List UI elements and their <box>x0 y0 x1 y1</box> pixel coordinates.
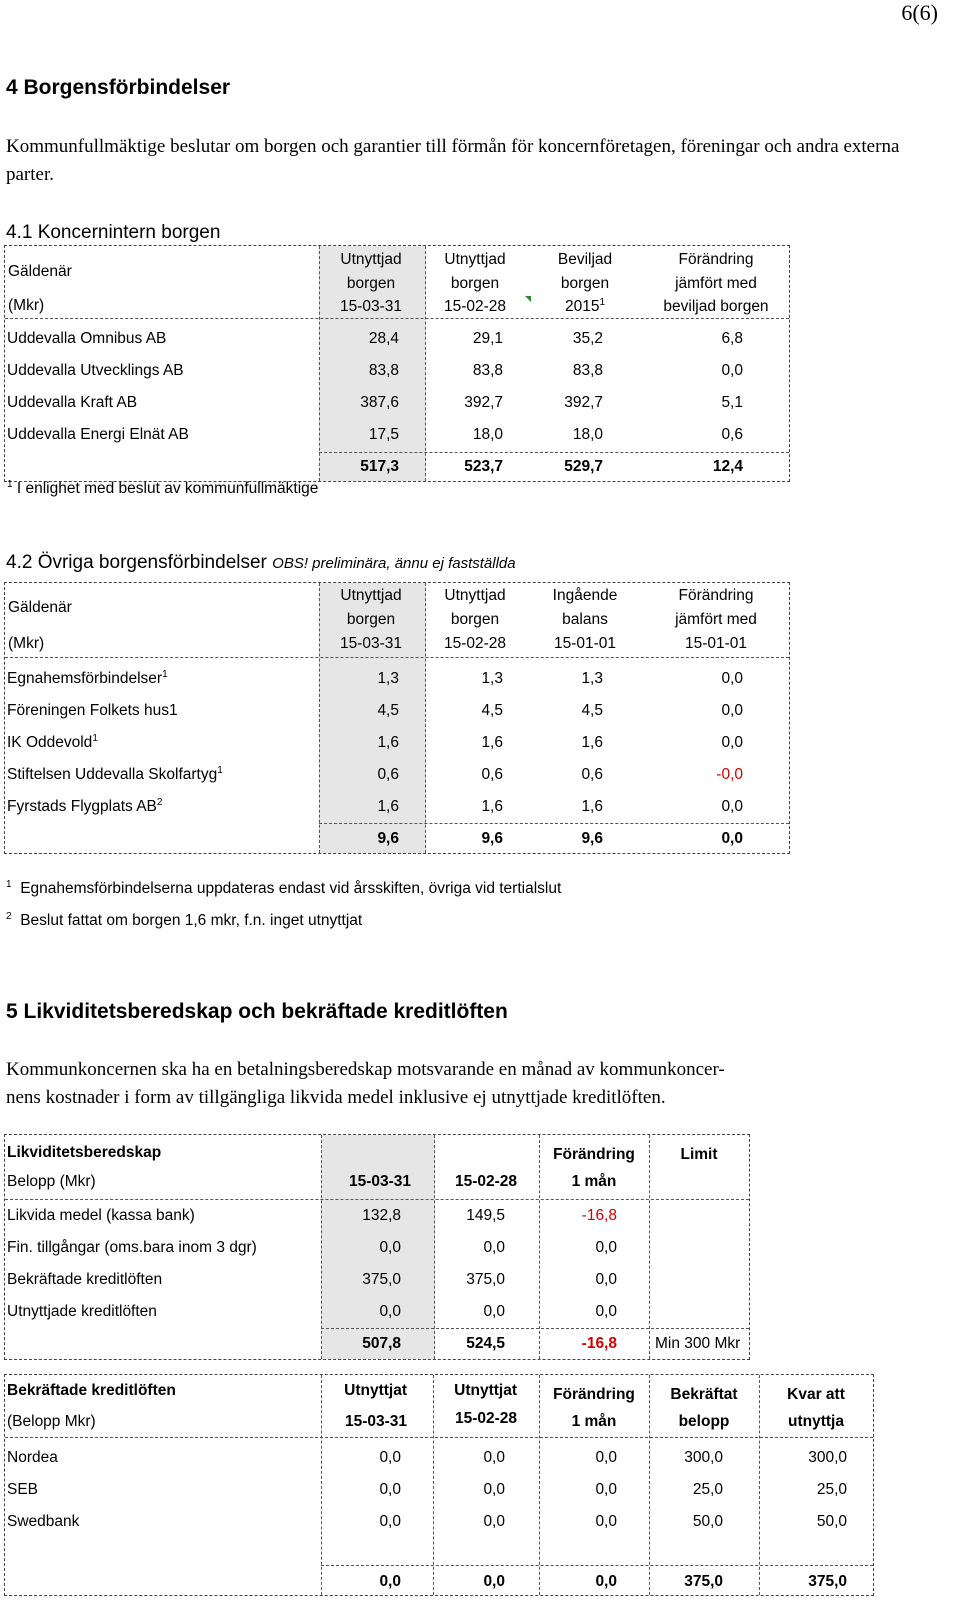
col-utnyttjad-0228-l2: borgen <box>450 275 500 292</box>
row-name: Uddevalla Utvecklings AB <box>7 362 184 379</box>
debtor-label: Gäldenär <box>8 599 72 616</box>
row-value: 4,5 <box>481 702 503 719</box>
row-name: IK Oddevold <box>7 734 93 751</box>
row-value: 0,0 <box>379 1513 401 1530</box>
row-value: 0,0 <box>379 1449 401 1466</box>
total-divider <box>321 1328 749 1329</box>
total-value: 523,7 <box>464 458 503 475</box>
total-value: 0,0 <box>379 1573 401 1590</box>
col-change-l1: Förändring <box>553 1146 635 1163</box>
section-4-heading: 4 Borgensförbindelser <box>6 76 231 99</box>
row-value: 0,0 <box>379 1481 401 1498</box>
row-value: 50,0 <box>816 1513 847 1530</box>
row-value: 375,0 <box>466 1271 505 1288</box>
row-value: 1,3 <box>377 670 399 687</box>
row-value-negative: -0,0 <box>716 766 743 783</box>
row-value: 83,8 <box>368 362 399 379</box>
footnote-number: 1 <box>6 879 12 890</box>
col-utnyttjad-0331-l2: borgen <box>346 275 396 292</box>
col-confirmed-l2: belopp <box>678 1413 730 1430</box>
total-value: 0,0 <box>595 1573 617 1590</box>
row-value: 0,0 <box>721 798 743 815</box>
row-value: 392,7 <box>464 394 503 411</box>
table-4-2-note: OBS! preliminära, ännu ej fastställda <box>272 555 516 572</box>
row-value: 0,0 <box>483 1481 505 1498</box>
row-value: 0,0 <box>595 1271 617 1288</box>
table-credit-lines <box>4 1374 874 1596</box>
row-value: 0,0 <box>483 1303 505 1320</box>
col-utnyttjad-0331-l3: 15-03-31 <box>339 635 403 652</box>
row-value: 5,1 <box>721 394 743 411</box>
row-footnote-ref: 1 <box>92 733 98 744</box>
total-value: 507,8 <box>362 1335 401 1352</box>
credit-title: Bekräftade kreditlöften <box>7 1382 176 1399</box>
table-liquidity <box>4 1134 750 1360</box>
row-value: 0,0 <box>721 362 743 379</box>
col-beviljad-l2: borgen <box>560 275 610 292</box>
row-name: Stiftelsen Uddevalla Skolfartyg <box>7 766 218 783</box>
col-change-l2: 1 mån <box>571 1173 617 1190</box>
table-4-2 <box>4 582 790 854</box>
col-remaining-l2: utnyttja <box>788 1413 844 1430</box>
row-value: 0,6 <box>481 766 503 783</box>
row-name: Swedbank <box>7 1513 80 1530</box>
row-value: 0,0 <box>595 1481 617 1498</box>
row-value: 387,6 <box>360 394 399 411</box>
row-value: 0,0 <box>483 1449 505 1466</box>
liquidity-unit: Belopp (Mkr) <box>7 1173 96 1190</box>
row-value: 1,6 <box>581 734 603 751</box>
row-value: 1,6 <box>481 734 503 751</box>
footnote-text: Egnahemsförbindelserna uppdateras endast vid årsskiften, övriga vid tertialslut <box>20 880 562 897</box>
row-value: 1,3 <box>581 670 603 687</box>
total-value: 375,0 <box>684 1573 723 1590</box>
col-remaining-l1: Kvar att <box>787 1386 845 1403</box>
unit-label: (Mkr) <box>8 297 45 314</box>
total-value: 375,0 <box>808 1573 847 1590</box>
row-value: 0,6 <box>581 766 603 783</box>
row-value: 18,0 <box>472 426 503 443</box>
row-footnote-ref: 1 <box>162 669 168 680</box>
footnote-text: Beslut fattat om borgen 1,6 mkr, f.n. inget utnyttjat <box>20 912 363 929</box>
row-name: Utnyttjade kreditlöften <box>7 1303 157 1320</box>
row-name: Uddevalla Energi Elnät AB <box>7 426 189 443</box>
col-utnyttjad-0331-l2: borgen <box>346 611 396 628</box>
liquidity-title: Likviditetsberedskap <box>7 1144 162 1161</box>
col-used-0228-l1: Utnyttjat <box>454 1382 517 1399</box>
total-value: 517,3 <box>360 458 399 475</box>
row-value: 50,0 <box>692 1513 723 1530</box>
row-value: 0,0 <box>721 734 743 751</box>
footnote-number: 2 <box>6 911 12 922</box>
total-value: 12,4 <box>712 458 743 475</box>
row-name: Egnahemsförbindelser <box>7 670 163 687</box>
row-name: Föreningen Folkets hus1 <box>7 702 178 719</box>
row-value: 0,6 <box>721 426 743 443</box>
row-value: 0,0 <box>595 1303 617 1320</box>
footnote-text: I enlighet med beslut av kommunfullmäktige <box>16 480 319 497</box>
row-value: 0,6 <box>377 766 399 783</box>
section-5-line-1: Kommunkoncernen ska ha en betalningsberedskap motsvarande en månad av kommunkoncer- <box>6 1059 725 1080</box>
row-name: Likvida medel (kassa bank) <box>7 1207 195 1224</box>
footnote-number: 1 <box>7 479 13 490</box>
col-beviljad-l3: 2015 <box>564 298 600 315</box>
col-beviljad-footnote-ref: 1 <box>599 297 606 308</box>
header-divider <box>5 1199 749 1200</box>
table-4-2-title: 4.2 Övriga borgensförbindelser <box>6 552 267 573</box>
header-divider <box>5 657 789 658</box>
col-date-0331: 15-03-31 <box>348 1173 411 1190</box>
col-forandring-l1: Förändring <box>678 587 754 604</box>
total-value-negative: -16,8 <box>581 1335 617 1352</box>
col-used-0228-l2: 15-02-28 <box>454 1410 517 1427</box>
total-value: 9,6 <box>377 830 399 847</box>
total-value: 529,7 <box>564 458 603 475</box>
col-utnyttjad-0331-l3: 15-03-31 <box>339 298 403 315</box>
comment-marker <box>525 296 531 302</box>
col-forandring-l1: Förändring <box>678 251 754 268</box>
col-date-0228: 15-02-28 <box>454 1173 517 1190</box>
header-divider <box>5 1437 873 1438</box>
row-value: 25,0 <box>692 1481 723 1498</box>
total-value: 0,0 <box>721 830 743 847</box>
row-value: 4,5 <box>581 702 603 719</box>
col-utnyttjad-0228-l3: 15-02-28 <box>443 635 507 652</box>
row-name: Fin. tillgångar (oms.bara inom 3 dgr) <box>7 1239 257 1256</box>
row-value: 1,6 <box>481 798 503 815</box>
row-value: 83,8 <box>572 362 603 379</box>
col-forandring-l3: 15-01-01 <box>684 635 748 652</box>
row-value: 375,0 <box>362 1271 401 1288</box>
col-used-0331-l2: 15-03-31 <box>344 1413 407 1430</box>
row-value: 0,0 <box>595 1513 617 1530</box>
row-value: 6,8 <box>721 330 743 347</box>
row-value: 1,3 <box>481 670 503 687</box>
total-value: 9,6 <box>581 830 603 847</box>
row-value: 132,8 <box>362 1207 401 1224</box>
row-value: 0,0 <box>721 702 743 719</box>
row-value: 0,0 <box>483 1513 505 1530</box>
row-value-negative: -16,8 <box>581 1207 617 1224</box>
row-value: 392,7 <box>564 394 603 411</box>
row-value: 1,6 <box>377 734 399 751</box>
table-4-1 <box>4 245 790 497</box>
row-value: 18,0 <box>572 426 603 443</box>
col-forandring-l2: jämfört med <box>675 611 757 628</box>
col-utnyttjad-0228-l1: Utnyttjad <box>444 251 506 268</box>
col-utnyttjad-0228-l3: 15-02-28 <box>443 298 507 315</box>
row-name: Fyrstads Flygplats AB <box>7 798 157 815</box>
row-value: 300,0 <box>684 1449 723 1466</box>
row-value: 35,2 <box>572 330 603 347</box>
row-value: 0,0 <box>483 1239 505 1256</box>
row-value: 83,8 <box>472 362 503 379</box>
row-value: 0,0 <box>721 670 743 687</box>
unit-label: (Mkr) <box>8 635 45 652</box>
col-forandring-l2: jämfört med <box>675 275 757 292</box>
page-number: 6(6) <box>901 0 938 25</box>
row-footnote-ref: 1 <box>217 765 223 776</box>
debtor-label: Gäldenär <box>8 263 72 280</box>
section-4-intro: Kommunfullmäktige beslutar om borgen och garantier till förmån för koncernföretagen, föreningar och andra externa parter. <box>6 136 900 185</box>
row-name: Bekräftade kreditlöften <box>7 1271 163 1288</box>
row-name: Uddevalla Kraft AB <box>7 394 138 411</box>
row-name: SEB <box>7 1481 39 1498</box>
col-change-l1: Förändring <box>553 1386 635 1403</box>
row-value: 0,0 <box>595 1239 617 1256</box>
total-divider <box>321 1565 873 1566</box>
row-value: 29,1 <box>472 330 503 347</box>
row-name: Uddevalla Omnibus AB <box>7 330 167 347</box>
col-limit: Limit <box>680 1146 718 1163</box>
col-ingaende-l2: balans <box>562 611 608 628</box>
col-utnyttjad-0228-l2: borgen <box>450 611 500 628</box>
total-value: 0,0 <box>483 1573 505 1590</box>
limit-value: Min 300 Mkr <box>655 1335 741 1352</box>
col-utnyttjad-0331-l1: Utnyttjad <box>340 587 402 604</box>
col-forandring-l3: beviljad borgen <box>663 298 769 315</box>
section-5-heading: 5 Likviditetsberedskap och bekräftade kreditlöften <box>6 1000 508 1023</box>
row-value: 149,5 <box>466 1207 505 1224</box>
credit-unit: (Belopp Mkr) <box>7 1413 96 1430</box>
column-divider <box>649 1135 650 1359</box>
col-utnyttjad-0331-l1: Utnyttjad <box>340 251 402 268</box>
col-ingaende-l1: Ingående <box>552 587 618 604</box>
total-value: 524,5 <box>466 1335 505 1352</box>
row-footnote-ref: 2 <box>156 797 163 808</box>
row-value: 25,0 <box>816 1481 847 1498</box>
total-divider <box>319 452 789 453</box>
section-5-line-2: nens kostnader i form av tillgängliga likvida medel inklusive ej utnyttjade kreditlöften. <box>6 1087 666 1108</box>
col-beviljad-l1: Beviljad <box>557 251 613 268</box>
col-ingaende-l3: 15-01-01 <box>553 635 617 652</box>
row-value: 0,0 <box>595 1449 617 1466</box>
total-divider <box>319 823 789 824</box>
row-value: 4,5 <box>377 702 399 719</box>
row-value: 1,6 <box>377 798 399 815</box>
row-value: 0,0 <box>379 1239 401 1256</box>
column-divider <box>321 1375 322 1595</box>
row-value: 0,0 <box>379 1303 401 1320</box>
row-value: 300,0 <box>808 1449 847 1466</box>
row-value: 28,4 <box>368 330 399 347</box>
row-value: 17,5 <box>368 426 399 443</box>
row-value: 1,6 <box>581 798 603 815</box>
col-utnyttjad-0228-l1: Utnyttjad <box>444 587 506 604</box>
col-change-l2: 1 mån <box>571 1413 617 1430</box>
table-4-1-title: 4.1 Koncernintern borgen <box>6 222 221 243</box>
col-confirmed-l1: Bekräftat <box>670 1386 738 1403</box>
total-value: 9,6 <box>481 830 503 847</box>
header-divider <box>5 318 789 319</box>
col-used-0331-l1: Utnyttjat <box>344 1382 407 1399</box>
row-name: Nordea <box>7 1449 58 1466</box>
